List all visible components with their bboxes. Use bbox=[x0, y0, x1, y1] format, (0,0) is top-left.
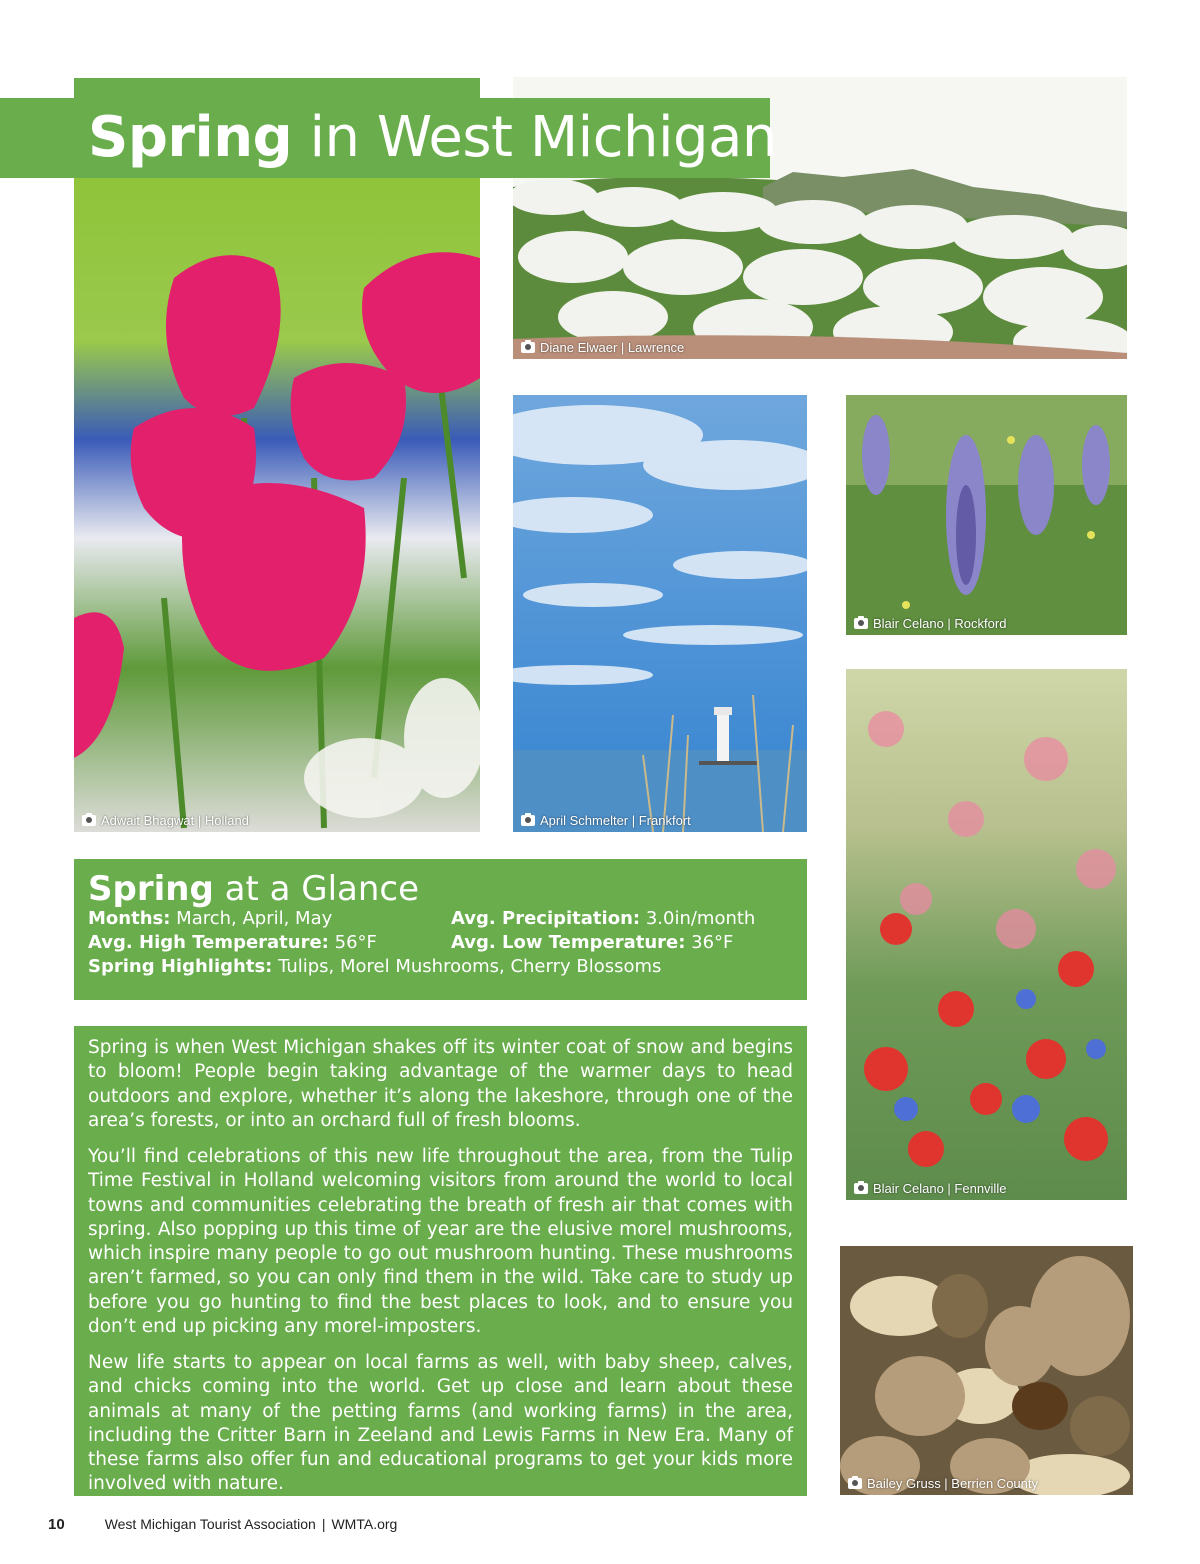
camera-icon bbox=[854, 1183, 868, 1194]
high-temp-value: 56°F bbox=[328, 932, 377, 953]
footer-site: WMTA.org bbox=[331, 1516, 398, 1532]
lupine-photo bbox=[846, 395, 1127, 635]
low-temp-value: 36°F bbox=[685, 932, 734, 953]
page-number: 10 bbox=[48, 1516, 65, 1533]
camera-icon bbox=[82, 815, 96, 826]
camera-icon bbox=[521, 342, 535, 353]
photo-credit: Bailey Gruss | Berrien County bbox=[848, 1476, 1038, 1491]
precip-label: Avg. Precipitation: bbox=[451, 908, 641, 929]
morels-photo bbox=[840, 1246, 1133, 1495]
paragraph-3: New life starts to appear on local farms as well, with baby sheep, calves, and chicks coming into the world. Get up close and learn about these animals at many of the petting farms (and working farms) in the area, including the Critter Barn in Zeeland and Lewis Farms in New Era. Many of these farms also offer fun and educational programs to get your kids more involved with nature. bbox=[88, 1352, 793, 1495]
glance-low-temp bbox=[451, 931, 733, 955]
tulips-photo bbox=[74, 178, 480, 832]
camera-icon bbox=[521, 815, 535, 826]
photo-credit: April Schmelter | Frankfort bbox=[521, 813, 691, 828]
glance-title-bold: Spring bbox=[88, 869, 214, 909]
footer-org: West Michigan Tourist Association bbox=[104, 1516, 316, 1532]
glance-box bbox=[74, 859, 807, 1000]
glance-title-rest: at a Glance bbox=[213, 869, 420, 909]
title-bar-top bbox=[74, 78, 480, 98]
glance-highlights bbox=[88, 955, 661, 979]
paragraph-2: You’ll find celebrations of this new life throughout the area, from the Tulip Time Festival in Holland welcoming visitors from around the world to local towns and communities celebrating the breath of fresh air that comes with spring. Also popping up this time of year are the elusive morel mushrooms, which inspire many people to go out mushroom hunting. These mushrooms aren’t farmed, so you can only find them in the wild. Take care to study up before you go hunting to find the best places to look, and to ensure you don’t end up picking any morel-imposters. bbox=[88, 1146, 793, 1338]
page-title-bold: Spring bbox=[88, 105, 293, 170]
highlights-value: Tulips, Morel Mushrooms, Cherry Blossoms bbox=[272, 956, 662, 977]
photo-credit: Blair Celano | Rockford bbox=[854, 616, 1006, 631]
glance-title bbox=[88, 869, 419, 909]
page-title-rest: in West Michigan bbox=[292, 105, 777, 170]
page-title bbox=[88, 100, 777, 176]
highlights-label: Spring Highlights: bbox=[88, 956, 273, 977]
photo-credit: Adwait Bhagwat | Holland bbox=[82, 813, 249, 828]
months-label: Months: bbox=[88, 908, 171, 929]
camera-icon bbox=[848, 1478, 862, 1489]
paragraph-1: Spring is when West Michigan shakes off its winter coat of snow and begins to bloom! People begin taking advantage of the warmer days to head outdoors and explore, whether it’s along the lakeshore, through one of the area’s forests, or into an orchard full of fresh blooms. bbox=[88, 1037, 793, 1131]
months-value: March, April, May bbox=[170, 908, 333, 929]
glance-months bbox=[88, 907, 332, 931]
page-footer bbox=[48, 1516, 397, 1533]
camera-icon bbox=[854, 618, 868, 629]
article-body bbox=[74, 1026, 807, 1496]
glance-high-temp bbox=[88, 931, 377, 955]
low-temp-label: Avg. Low Temperature: bbox=[451, 932, 686, 953]
precip-value: 3.0in/month bbox=[640, 908, 756, 929]
glance-precipitation bbox=[451, 907, 755, 931]
photo-credit: Blair Celano | Fennville bbox=[854, 1181, 1006, 1196]
wildflowers-photo bbox=[846, 669, 1127, 1200]
lighthouse-photo bbox=[513, 395, 807, 832]
footer-separator: | bbox=[321, 1516, 326, 1532]
photo-credit: Diane Elwaer | Lawrence bbox=[521, 340, 684, 355]
high-temp-label: Avg. High Temperature: bbox=[88, 932, 329, 953]
